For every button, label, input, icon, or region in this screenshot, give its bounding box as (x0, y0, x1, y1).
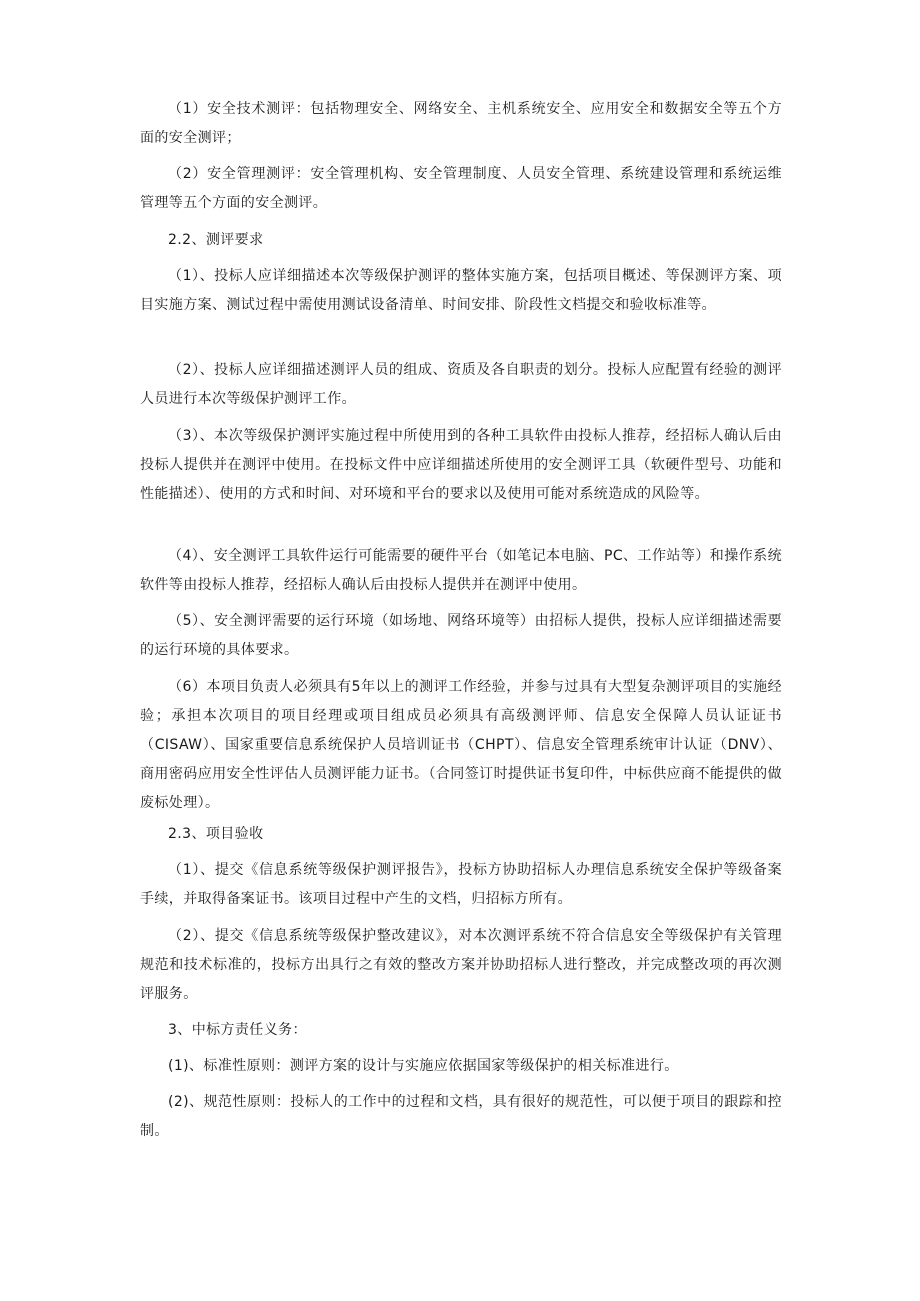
paragraph-requirement-3: （3）、本次等级保护测评实施过程中所使用到的各种工具软件由投标人推荐，经招标人确认后由投标人提供并在测评中使用。在投标文件中应详细描述所使用的安全测评工具（软硬件型号、功能和性能描述）、使用的方式和时间、对环境和平台的要求以及使用可能对系统造成的风险等。 (140, 428, 782, 502)
paragraph-security-technical-evaluation: （1）安全技术测评：包括物理安全、网络安全、主机系统安全、应用安全和数据安全等五个方面的安全测评； (140, 101, 782, 146)
paragraph-requirement-1: （1）、投标人应详细描述本次等级保护测评的整体实施方案，包括项目概述、等保测评方案、项目实施方案、测试过程中需使用测试设备清单、时间安排、阶段性文档提交和验收标准等。 (140, 268, 782, 313)
paragraph-requirement-2: （2）、投标人应详细描述测评人员的组成、资质及各自职责的划分。投标人应配置有经验的测评人员进行本次等级保护测评工作。 (140, 362, 782, 407)
paragraph-standard-principle: (1)、标准性原则：测评方案的设计与实施应依据国家等级保护的相关标准进行。 (168, 1058, 679, 1074)
paragraph-acceptance-2: （2）、提交《信息系统等级保护整改建议》，对本次测评系统不符合信息安全等级保护有关管理规范和技术标准的，投标方出具行之有效的整改方案并协助招标人进行整改，并完成整改项的再次测评服务。 (140, 928, 782, 1002)
paragraph-requirement-4: （4）、安全测评工具软件运行可能需要的硬件平台（如笔记本电脑、PC、工作站等）和操作系统软件等由投标人推荐，经招标人确认后由投标人提供并在测评中使用。 (140, 548, 782, 593)
paragraph-acceptance-1: （1）、提交《信息系统等级保护测评报告》，投标方协助招标人办理信息系统安全保护等级备案手续，并取得备案证书。该项目过程中产生的文档，归招标方所有。 (140, 862, 782, 907)
heading-2-3: 2.3、项目验收 (168, 826, 264, 842)
paragraph-requirement-5: （5）、安全测评需要的运行环境（如场地、网络环境等）由招标人提供，投标人应详细描述需要的运行环境的具体要求。 (140, 613, 782, 658)
heading-3: 3、中标方责任义务： (168, 1022, 307, 1038)
heading-2-2: 2.2、测评要求 (168, 232, 264, 248)
paragraph-normative-principle: (2)、规范性原则：投标人的工作中的过程和文档，具有很好的规范性，可以便于项目的跟踪和控制。 (140, 1094, 782, 1139)
paragraph-requirement-6: （6）本项目负责人必须具有5年以上的测评工作经验，并参与过具有大型复杂测评项目的实施经验；承担本次项目的项目经理或项目组成员必须具有高级测评师、信息安全保障人员认证证书（CISAW）、国家重要信息系统保护人员培训证书（CHPT）、信息安全管理系统审计认证（DNV）、商用密码应用安全性评估人员测评能力证书。（合同签订时提供证书复印件，中标供应商不能提供的做废标处理）。 (140, 679, 782, 811)
paragraph-security-management-evaluation: （2）安全管理测评：安全管理机构、安全管理制度、人员安全管理、系统建设管理和系统运维管理等五个方面的安全测评。 (140, 166, 782, 211)
